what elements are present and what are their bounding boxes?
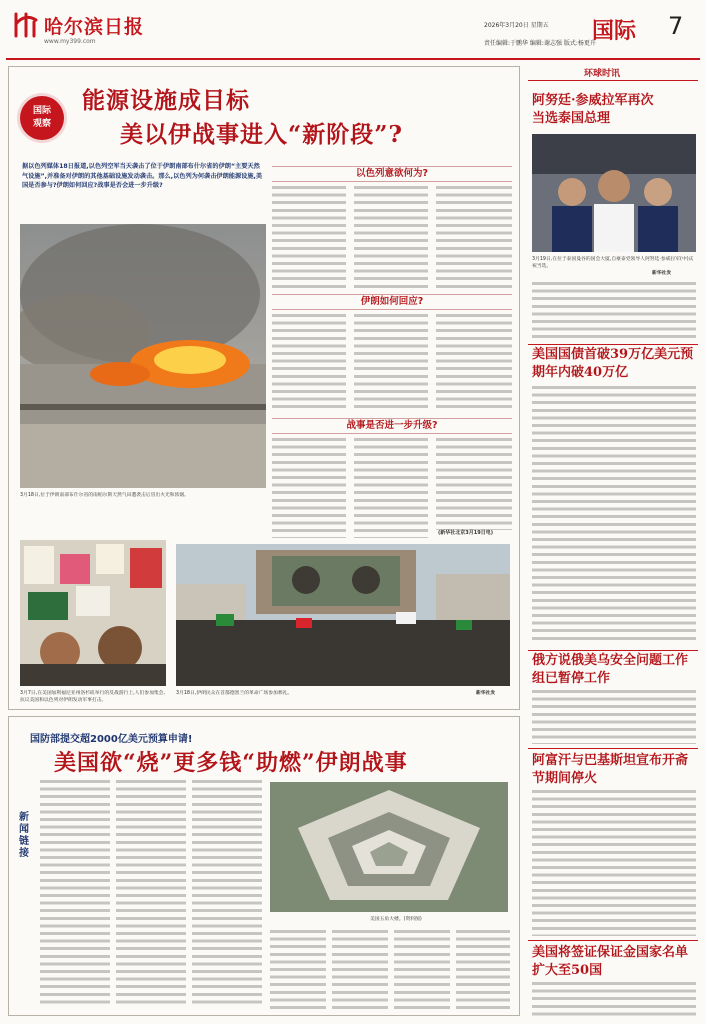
photo-caption: 3月18日,伊朗民众在首都德黑兰的革命广场参加葬礼。 — [176, 691, 293, 696]
rule — [528, 344, 698, 345]
right-headline-4: 阿富汗与巴基斯坦宣布开斋节期间停火 — [532, 753, 689, 786]
photo-gas-field-fire — [20, 224, 266, 488]
body-column — [192, 780, 262, 1008]
main-headline-line1: 能源设施成目标 — [82, 87, 250, 114]
body-column — [436, 314, 512, 412]
photo-caption: 美国五角大楼。(资料图) — [370, 917, 422, 922]
section-tag-badge — [20, 96, 64, 140]
body-column — [436, 186, 512, 288]
body-column — [532, 690, 696, 744]
body-column — [436, 438, 512, 530]
photo-tehran-funeral — [176, 544, 510, 686]
newspaper-name[interactable]: 哈尔滨日报 — [44, 16, 145, 38]
body-column — [272, 438, 346, 538]
body-column — [456, 930, 510, 1010]
staff-line: 责任编辑:于鹏华 编辑:谢志强 版式:杨更升 — [484, 40, 596, 47]
photo-caption: 3月7日,在美国加利福尼亚州洛杉矶举行的反战游行上,人们参加集会,抗议美国和以色列对伊朗发动军事打击。 — [20, 691, 165, 703]
rule — [528, 940, 698, 941]
body-column — [272, 314, 346, 412]
body-column — [332, 930, 388, 1010]
date-line: 2026年3月20日 星期五 — [484, 22, 549, 29]
section-title: 国际 — [592, 19, 637, 44]
body-column — [116, 780, 186, 1008]
subhead-1: 以色列意欲何为? — [272, 166, 512, 182]
photo-credit: 新华社发 — [652, 271, 672, 276]
body-column — [272, 186, 346, 288]
news-link-kicker: 国防部提交超2000亿美元预算申请! — [30, 734, 193, 745]
body-column — [394, 930, 450, 1010]
body-column — [354, 186, 428, 288]
right-headline-1: 阿努廷·参威拉军再次当选泰国总理 — [532, 93, 654, 126]
newspaper-logo-icon — [12, 10, 40, 40]
page-number: 7 — [668, 12, 684, 40]
photo-protest — [20, 540, 166, 686]
photo-caption: 3月19日,在位于泰国曼谷的国会大厦,自豪泰党领导人阿努廷·参威拉军(中)庆祝当选。 — [532, 257, 694, 269]
body-column — [40, 780, 110, 1008]
photo-pentagon — [270, 782, 508, 912]
right-column-tag: 环球时讯 — [584, 69, 621, 79]
subhead-2: 伊朗如何回应? — [272, 294, 512, 310]
rule — [528, 650, 698, 651]
photo-credit: 新华社发 — [476, 691, 496, 696]
body-column — [532, 282, 696, 340]
body-column — [532, 982, 696, 1018]
site-url[interactable]: www.my399.com — [44, 38, 96, 45]
subhead-3: 战事是否进一步升级? — [272, 418, 512, 434]
rule — [528, 80, 698, 81]
main-headline-line2: 美以伊战事进入“新阶段”? — [120, 121, 403, 148]
section-tag-text: 国际观察 — [32, 106, 51, 129]
right-headline-5: 美国将签证保证金国家名单扩大至50国 — [532, 945, 689, 978]
photo-thai-pm — [532, 134, 696, 252]
body-column — [532, 790, 696, 936]
dateline-credit: (新华社北京3月19日电) — [438, 530, 494, 536]
body-column — [354, 314, 428, 412]
news-link-headline: 美国欲“烧”更多钱“助燃”伊朗战事 — [54, 750, 408, 776]
right-headline-2: 美国国债首破39万亿美元预期年内破40万亿 — [532, 347, 694, 380]
right-headline-3: 俄方说俄美乌安全问题工作组已暂停工作 — [532, 653, 689, 686]
body-column — [532, 386, 696, 644]
news-link-label: 新闻链接 — [19, 812, 29, 859]
masthead — [0, 0, 706, 62]
rule — [528, 748, 698, 749]
masthead-rule — [6, 58, 700, 60]
lead-paragraph: 据以色列媒体18日报道,以色列空军当天袭击了位于伊朗南部布什尔省的伊朗“主要天然气设施”,并准备对伊朗的其他基础设施发动袭击。那么,以色列为何袭击伊朗能源设施,美国是否参与?伊朗如何回应?战事是否会进一步升级? — [22, 163, 263, 190]
body-column — [270, 930, 326, 1010]
body-column — [354, 438, 428, 538]
photo-caption: 3月18日,位于伊朗南部布什尔省的南帕尔斯天然气田遭袭击后冒出火光和浓烟。 — [20, 493, 189, 498]
